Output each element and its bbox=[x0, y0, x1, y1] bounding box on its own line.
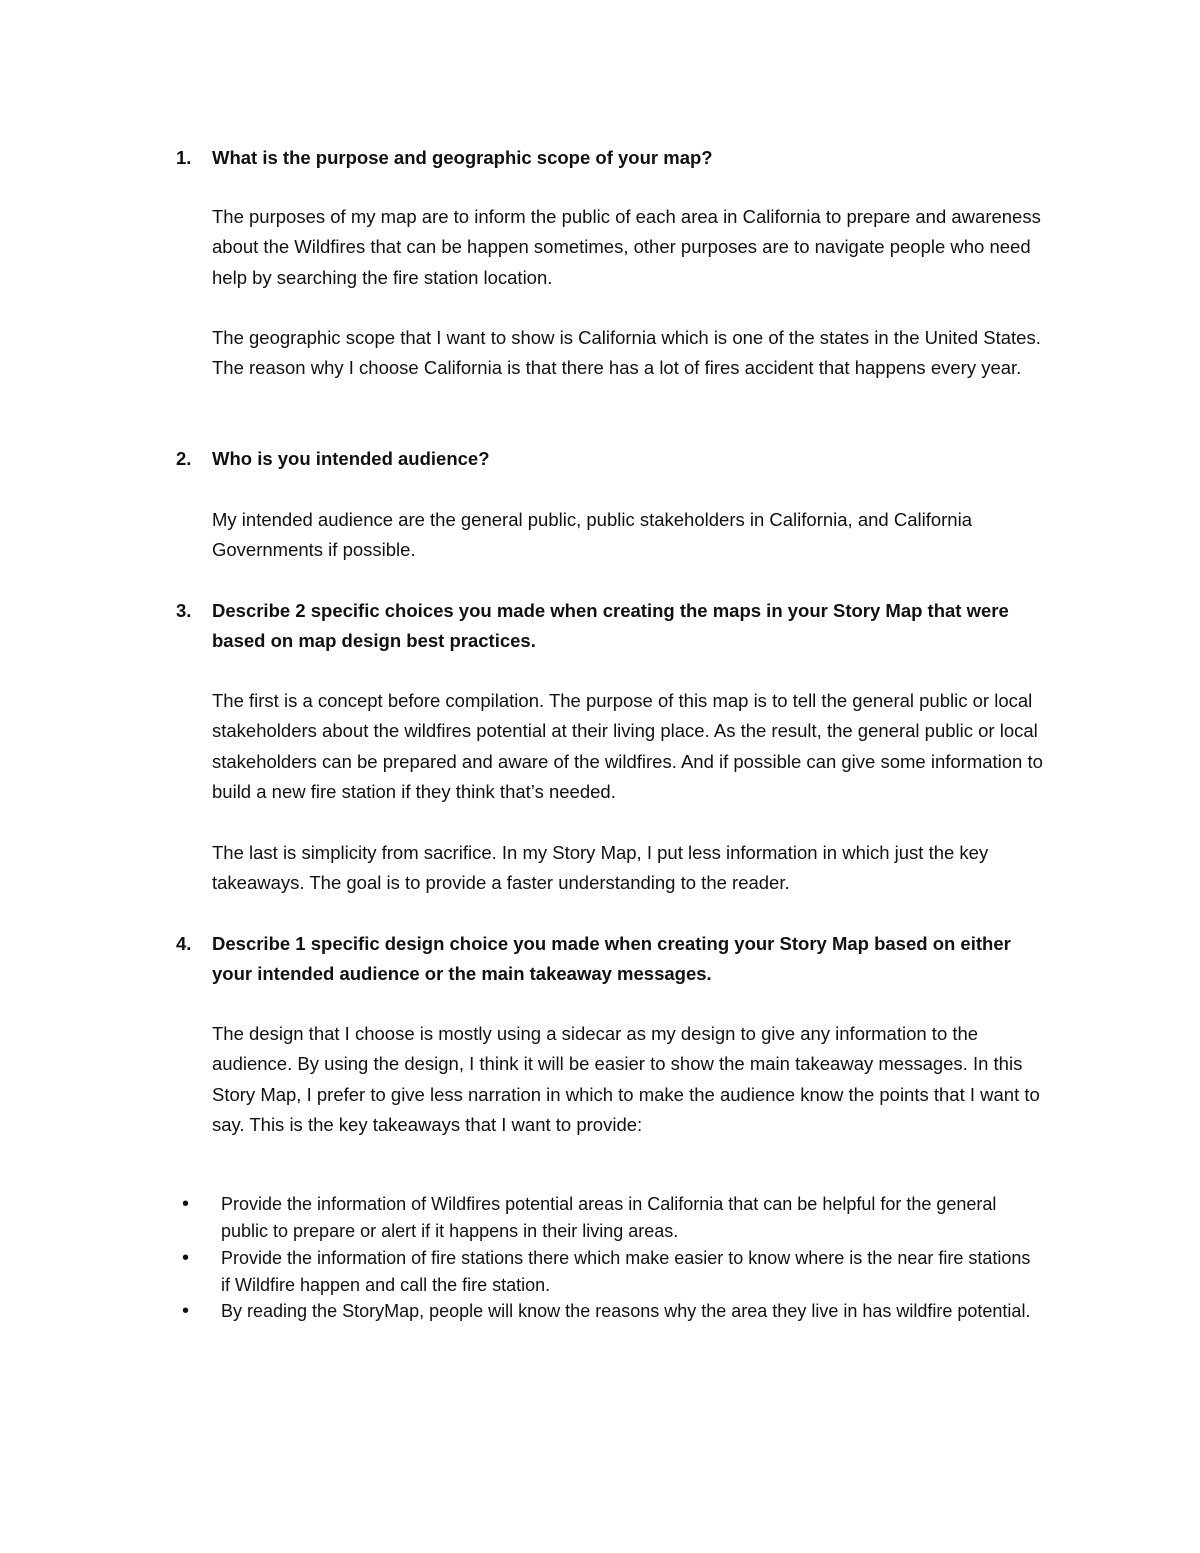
bullet-3-dot: • bbox=[182, 1300, 190, 1322]
question-4-number: 4. bbox=[176, 933, 192, 954]
question-3-answer-1: The first is a concept before compilation. The purpose of this map is to tell the general public or local stakeholders about the wildfires potential at their living place. As the result, the general public or local stakeholders can be prepared and aware of the wildfires. And if possible can give some information to build a new fire station if they think that’s needed. bbox=[212, 690, 1043, 802]
question-1-number: 1. bbox=[176, 147, 192, 168]
question-3-answer-2: The last is simplicity from sacrifice. In my Story Map, I put less information in which just the key takeaways. The goal is to provide a faster understanding to the reader. bbox=[212, 842, 989, 894]
question-2-answer-1: My intended audience are the general public, public stakeholders in California, and California Governments if possible. bbox=[212, 509, 972, 561]
bullet-2-text: Provide the information of fire stations there which make easier to know where is the near fire stations if Wildfire happen and call the fire station. bbox=[221, 1248, 1031, 1295]
question-4-answer-1: The design that I choose is mostly using a sidecar as my design to give any information to the audience. By using the design, I think it will be easier to show the main takeaway messages. In this Story Map, I prefer to give less narration in which to make the audience know the points that I want to say. This is the key takeaways that I want to provide: bbox=[212, 1023, 1040, 1135]
bullet-1-text: Provide the information of Wildfires potential areas in California that can be helpful for the general public to prepare or alert if it happens in their living areas. bbox=[221, 1194, 997, 1241]
bullet-2-dot: • bbox=[182, 1247, 190, 1269]
bullet-3-text: By reading the StoryMap, people will know the reasons why the area they live in has wildfire potential. bbox=[221, 1301, 1031, 1321]
question-1-answer-1: The purposes of my map are to inform the public of each area in California to prepare and awareness about the Wildfires that can be happen sometimes, other purposes are to navigate people who need help by searching the fire station location. bbox=[212, 206, 1041, 288]
question-2-heading: Who is you intended audience? bbox=[212, 448, 490, 469]
question-1-answer-2: The geographic scope that I want to show is California which is one of the states in the United States. The reason why I choose California is that there has a lot of fires accident that happens every year. bbox=[212, 327, 1041, 379]
question-3-heading: Describe 2 specific choices you made when creating the maps in your Story Map that were based on map design best practices. bbox=[212, 600, 1009, 651]
question-1-heading: What is the purpose and geographic scope of your map? bbox=[212, 147, 713, 168]
question-2-number: 2. bbox=[176, 448, 192, 469]
question-3-number: 3. bbox=[176, 600, 192, 621]
bullet-1-dot: • bbox=[182, 1193, 190, 1215]
question-4-heading: Describe 1 specific design choice you made when creating your Story Map based on either your intended audience or the main takeaway messages. bbox=[212, 933, 1011, 984]
